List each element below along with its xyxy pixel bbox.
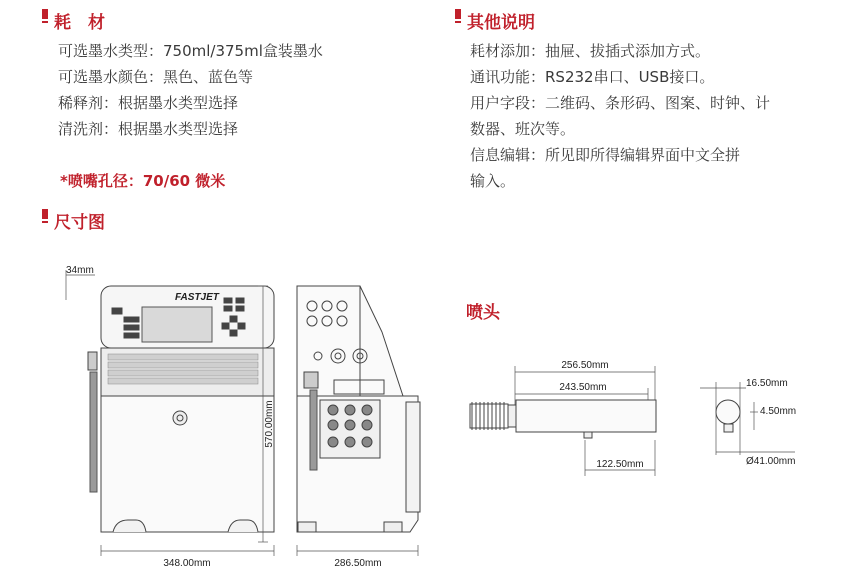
other-title: 其他说明 bbox=[467, 13, 535, 33]
side-view bbox=[297, 286, 420, 569]
front-view bbox=[66, 265, 275, 569]
brand-label: FASTJET bbox=[175, 292, 219, 303]
other-line: 输入。 bbox=[470, 172, 516, 190]
consumables-line: 清洗剂：根据墨水类型选择 bbox=[58, 120, 239, 138]
other-line: 数器、班次等。 bbox=[470, 120, 576, 138]
other-line: 信息编辑：所见即所得编辑界面中文全拼 bbox=[470, 146, 741, 164]
consumables-line: 可选墨水类型：750ml/375ml盒装墨水 bbox=[58, 42, 323, 60]
other-line: 耗材添加：抽屉、拔插式添加方式。 bbox=[470, 42, 711, 60]
dim-end-width: 16.50mm bbox=[746, 378, 788, 389]
dim-width-label: 348.00mm bbox=[163, 558, 211, 569]
dim-depth-label: 286.50mm bbox=[334, 558, 382, 569]
printhead-title: 喷头 bbox=[466, 303, 500, 323]
dim-length-total: 256.50mm bbox=[561, 360, 609, 371]
consumables-line: 稀释剂：根据墨水类型选择 bbox=[58, 94, 239, 112]
consumables-line: 可选墨水颜色：黑色、蓝色等 bbox=[58, 68, 254, 86]
dimension-title: 尺寸图 bbox=[54, 213, 105, 233]
nozzle-note: *喷嘴孔径：70/60 微米 bbox=[60, 172, 226, 190]
consumables-title: 耗 材 bbox=[54, 13, 105, 33]
other-line: 用户字段：二维码、条形码、图案、时钟、计 bbox=[470, 94, 771, 112]
other-line: 通讯功能：RS232串口、USB接口。 bbox=[470, 68, 715, 86]
dim-length-nozzle: 122.50mm bbox=[596, 459, 644, 470]
dim-diameter: Ø41.00mm bbox=[746, 456, 796, 467]
dim-length-body: 243.50mm bbox=[559, 382, 607, 393]
dim-height-label: 570.00mm bbox=[264, 400, 275, 448]
dim-offset-label: 34mm bbox=[66, 265, 94, 276]
printhead-drawing bbox=[470, 360, 796, 476]
dim-end-height: 4.50mm bbox=[760, 406, 797, 417]
